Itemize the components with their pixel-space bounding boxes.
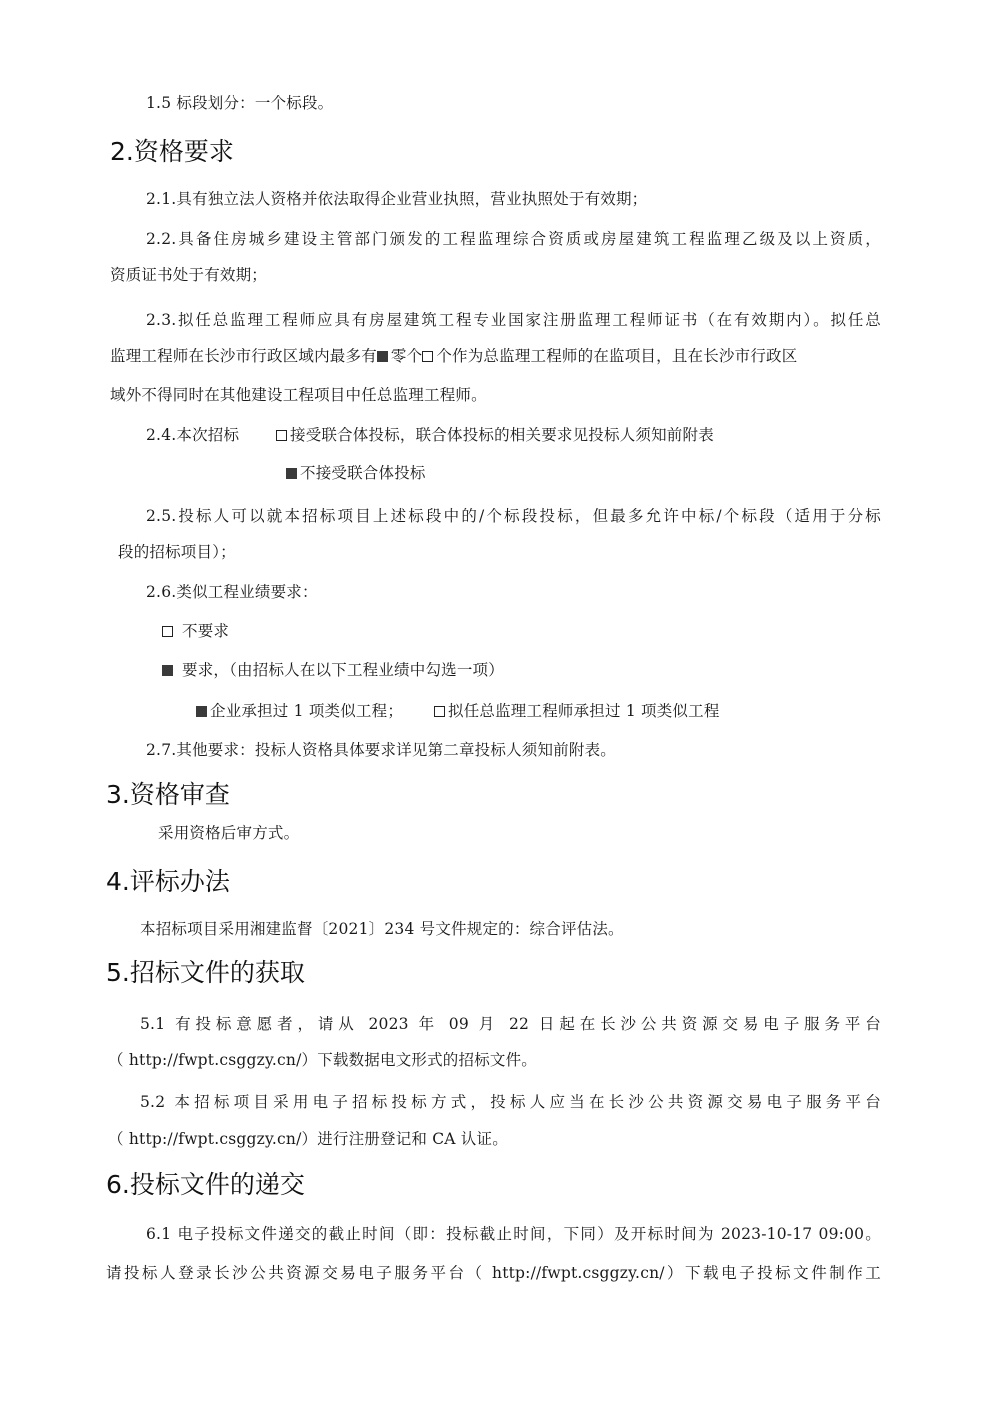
section-2-heading: 2.资格要求	[110, 137, 234, 166]
section-2-3-line-2-start: 监理工程师在长沙市行政区域内最多有	[110, 347, 377, 365]
section-5-1-line-2: （ http://fwpt.csggzy.cn/）下载数据电文形式的招标文件。	[108, 1051, 537, 1069]
filled-checkbox-icon	[196, 706, 207, 717]
section-3-heading: 3.资格审查	[106, 780, 230, 809]
section-1-5-text: 1.5 标段划分：一个标段。	[146, 94, 334, 112]
section-2-3-line-2-count: 零个	[390, 347, 423, 365]
section-5-1-line-1: 5.1 有投标意愿者，请从 2023 年 09 月 22 日起在长沙公共资源交易电子服务平台	[140, 1015, 881, 1033]
section-5-heading: 5.招标文件的获取	[106, 958, 305, 987]
option-label: 拟任总监理工程师承担过 1 项类似工程	[448, 702, 720, 720]
empty-checkbox-icon	[422, 351, 433, 362]
filled-checkbox-icon	[162, 665, 173, 676]
section-2-3-line-3: 域外不得同时在其他建设工程项目中任总监理工程师。	[110, 386, 487, 404]
section-2-4-option-joint-accepted	[276, 424, 714, 446]
option-label: 企业承担过 1 项类似工程；	[210, 702, 404, 720]
section-4-text: 本招标项目采用湘建监督〔2021〕234 号文件规定的：综合评估法。	[140, 920, 624, 938]
section-2-5-line-1: 2.5.投标人可以就本招标项目上述标段中的/个标段投标，但最多允许中标/个标段（适用于分标	[146, 507, 881, 525]
empty-checkbox-icon	[276, 430, 287, 441]
section-2-2-line-2: 资质证书处于有效期；	[110, 266, 268, 284]
section-2-3-line-2	[110, 345, 797, 367]
section-5-2-line-1: 5.2 本招标项目采用电子招标投标方式，投标人应当在长沙公共资源交易电子服务平台	[140, 1093, 881, 1111]
section-2-5-line-2: 段的招标项目）；	[118, 543, 236, 561]
option-label: 要求，（由招标人在以下工程业绩中勾选一项）	[182, 661, 504, 679]
section-2-6-option-not-required	[162, 620, 229, 642]
section-2-4-label: 2.4.本次招标	[146, 426, 240, 444]
option-label: 不要求	[182, 622, 230, 640]
section-2-2-line-1: 2.2.具备住房城乡建设主管部门颁发的工程监理综合资质或房屋建筑工程监理乙级及以上资质，	[146, 230, 881, 248]
section-2-4-option-joint-not-accepted	[286, 462, 426, 484]
section-2-6-option-required	[162, 659, 504, 681]
section-6-1-line-2: 请投标人登录长沙公共资源交易电子服务平台（ http://fwpt.csggzy.cn/）下载电子投标文件制作工	[106, 1264, 881, 1282]
section-5-2-line-2: （ http://fwpt.csggzy.cn/）进行注册登记和 CA 认证。	[108, 1130, 508, 1148]
section-2-7-text: 2.7.其他要求：投标人资格具体要求详见第二章投标人须知前附表。	[146, 741, 616, 759]
section-2-1-text: 2.1.具有独立法人资格并依法取得企业营业执照，营业执照处于有效期；	[146, 190, 648, 208]
filled-checkbox-icon	[377, 351, 388, 362]
section-6-heading: 6.投标文件的递交	[106, 1170, 305, 1199]
section-2-6-text: 2.6.类似工程业绩要求：	[146, 583, 318, 601]
section-2-3-line-2-end: 个作为总监理工程师的在监项目，且在长沙市行政区	[436, 347, 798, 365]
filled-checkbox-icon	[286, 468, 297, 479]
section-6-1-line-1: 6.1 电子投标文件递交的截止时间（即：投标截止时间，下同）及开标时间为 2023-10-17 09:00。	[146, 1225, 881, 1243]
section-2-6-suboption-company	[196, 700, 403, 722]
option-label: 不接受联合体投标	[300, 464, 426, 482]
empty-checkbox-icon	[434, 706, 445, 717]
section-3-text: 采用资格后审方式。	[158, 824, 300, 842]
section-2-3-line-1: 2.3.拟任总监理工程师应具有房屋建筑工程专业国家注册监理工程师证书（在有效期内）。拟任总	[146, 311, 881, 329]
section-2-6-suboption-supervisor	[434, 700, 720, 722]
option-label: 接受联合体投标，联合体投标的相关要求见投标人须知前附表	[290, 426, 714, 444]
empty-checkbox-icon	[162, 626, 173, 637]
section-4-heading: 4.评标办法	[106, 867, 230, 896]
